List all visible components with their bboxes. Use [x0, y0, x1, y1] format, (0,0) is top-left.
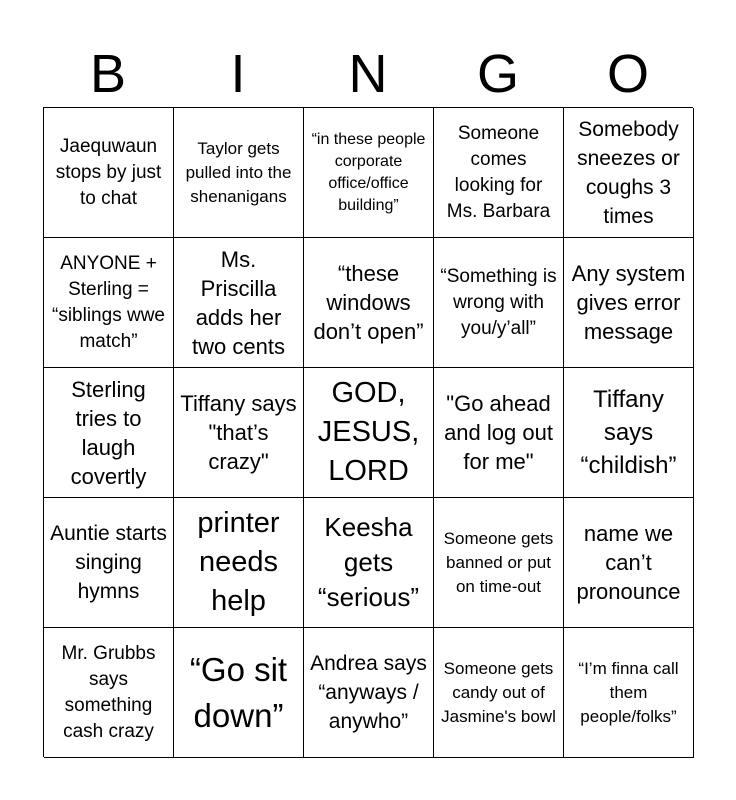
cell-text: Auntie starts singing hymns	[50, 522, 167, 603]
cell-text: name we can’t pronounce	[576, 521, 681, 604]
bingo-cell[interactable]	[304, 108, 434, 238]
cell-text: “I’m finna call them people/folks”	[578, 658, 679, 726]
bingo-cell[interactable]	[174, 628, 304, 758]
bingo-cell[interactable]	[174, 498, 304, 628]
bingo-cell[interactable]	[564, 498, 694, 628]
bingo-cell[interactable]	[44, 628, 174, 758]
bingo-cell[interactable]	[174, 108, 304, 238]
bingo-cell[interactable]	[304, 238, 434, 368]
bingo-cell[interactable]	[44, 498, 174, 628]
bingo-cell[interactable]	[174, 368, 304, 498]
header-letter-o: O	[606, 44, 649, 104]
bingo-cell[interactable]	[434, 628, 564, 758]
bingo-cell[interactable]	[304, 498, 434, 628]
cell-text: Taylor gets pulled into the shenanigans	[185, 138, 292, 206]
bingo-cell[interactable]	[44, 368, 174, 498]
cell-text: Ms. Priscilla adds her two cents	[192, 246, 285, 359]
cell-text: Mr. Grubbs says something cash crazy	[61, 642, 156, 742]
bingo-cell[interactable]	[434, 498, 564, 628]
cell-text: Any system gives error message	[571, 261, 686, 344]
bingo-cell[interactable]	[174, 238, 304, 368]
bingo-cell[interactable]	[564, 628, 694, 758]
header-letter-b: B	[89, 44, 127, 104]
cell-text: Someone gets banned or put on time-out	[443, 528, 554, 596]
bingo-cell[interactable]	[564, 368, 694, 498]
bingo-grid	[43, 107, 693, 757]
cell-text: Tiffany says “childish”	[580, 386, 677, 479]
cell-text: Andrea says “anyways / anywho”	[310, 652, 427, 733]
cell-text: GOD, JESUS, LORD	[317, 377, 420, 487]
cell-text: Someone comes looking for Ms. Barbara	[446, 122, 551, 222]
header-letter-g: G	[476, 44, 519, 104]
cell-text: Jaequwaun stops by just to chat	[55, 135, 162, 209]
bingo-cell[interactable]	[304, 628, 434, 758]
bingo-header	[43, 40, 693, 108]
cell-text: “in these people corporate office/office building”	[311, 130, 426, 214]
header-letter-i: I	[230, 44, 246, 104]
cell-text: ANYONE + Sterling = “siblings wwe match”	[52, 252, 165, 352]
bingo-cell[interactable]	[44, 108, 174, 238]
cell-text: “Go sit down”	[189, 650, 288, 734]
cell-text: Tiffany says "that’s crazy"	[180, 391, 297, 474]
bingo-cell[interactable]	[564, 108, 694, 238]
cell-text: Somebody sneezes or coughs 3 times	[577, 117, 680, 228]
cell-text: Keesha gets “serious”	[317, 512, 420, 612]
cell-text: "Go ahead and log out for me"	[444, 391, 553, 474]
cell-text: Someone gets candy out of Jasmine's bowl	[441, 658, 556, 726]
bingo-cell[interactable]	[304, 368, 434, 498]
cell-text: “these windows don’t open”	[313, 261, 424, 344]
cell-text: “Something is wrong with you/y’all”	[440, 265, 557, 339]
bingo-cell[interactable]	[434, 238, 564, 368]
bingo-cell[interactable]	[434, 368, 564, 498]
bingo-cell[interactable]	[564, 238, 694, 368]
cell-text: Sterling tries to laugh covertly	[70, 376, 147, 489]
cell-text: printer needs help	[197, 507, 280, 617]
bingo-cell[interactable]	[44, 238, 174, 368]
bingo-cell[interactable]	[434, 108, 564, 238]
header-letter-n: N	[348, 44, 388, 104]
